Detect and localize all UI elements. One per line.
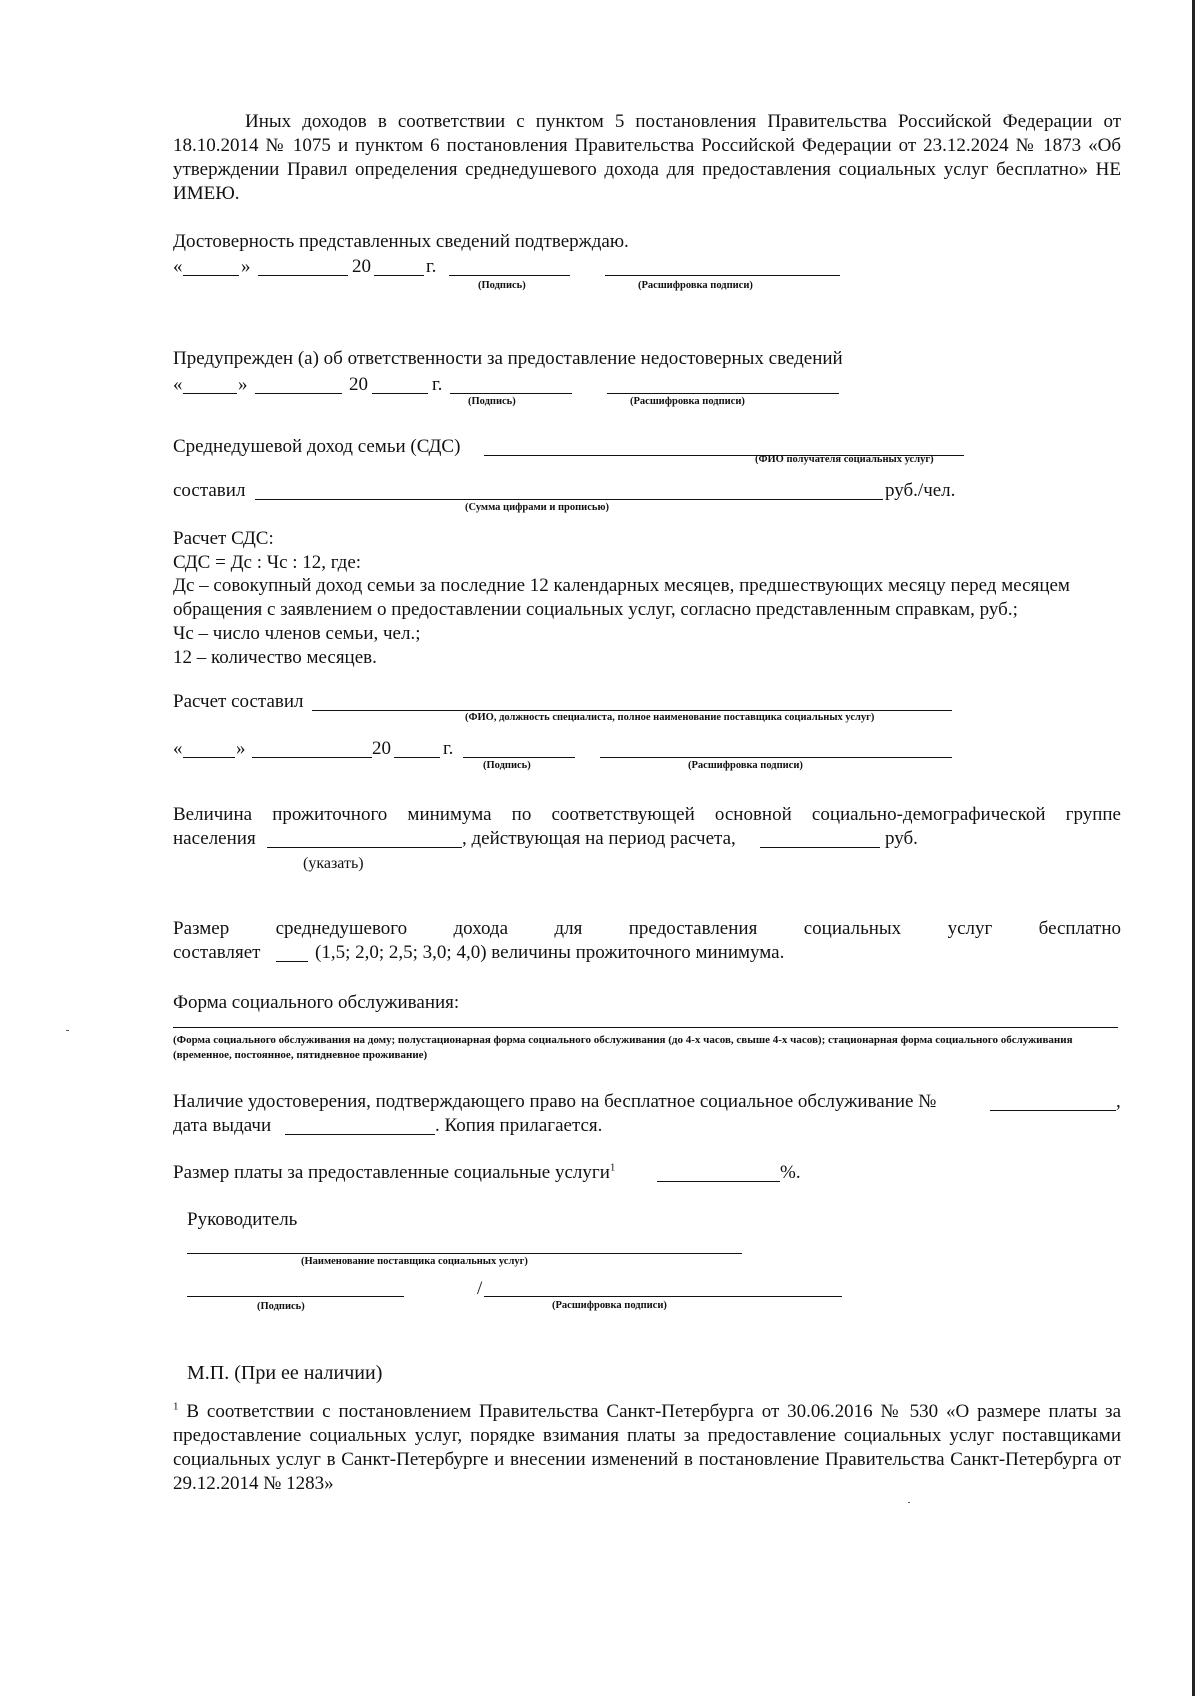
- calc-chs-definition: Чс – число членов семьи, чел.;: [173, 623, 421, 644]
- head-label: Руководитель: [187, 1209, 298, 1230]
- head-signature-field[interactable]: [187, 1296, 404, 1297]
- certificate-line2-a: дата выдачи: [173, 1115, 272, 1136]
- warned-year-suffix: г.: [432, 374, 443, 395]
- minimum-amount-field[interactable]: [760, 847, 880, 848]
- intro-paragraph: Иных доходов в соответствии с пунктом 5 постановления Правительства Российской Федерации от 18.10.2014 № 1075 и пунктом 6 постановления Правительства Российской Федерации от 23.12.2024 № 1873 «Об утверждении Правил определения среднедушевого дохода для предоставления социальных услуг бесплатно» НЕ ИМЕЮ.: [173, 111, 1121, 204]
- confirm-year-field[interactable]: [374, 275, 424, 276]
- warned-cap-signature: (Подпись): [468, 396, 516, 407]
- head-slash: /: [477, 1278, 483, 1299]
- warned-quote-close: »: [238, 374, 248, 395]
- warned-decode-field[interactable]: [607, 393, 839, 394]
- income-cap-sum: (Сумма цифрами и прописью): [465, 502, 609, 513]
- form-label: Форма социального обслуживания:: [173, 992, 460, 1013]
- warned-day-field[interactable]: [183, 393, 237, 394]
- scan-speck: [908, 1502, 910, 1503]
- confirm-day-field[interactable]: [183, 275, 239, 276]
- certificate-line2-b: . Копия прилагается.: [435, 1115, 603, 1136]
- fee-footnote-mark: 1: [609, 1161, 616, 1174]
- certificate-line1: Наличие удостоверения, подтверждающего право на бесплатное социальное обслуживание №: [173, 1091, 937, 1112]
- confirm-cap-decode: (Расшифровка подписи): [638, 280, 753, 291]
- income-amount-label: составил: [173, 480, 246, 501]
- calc-ds-definition: Дс – совокупный доход семьи за последние 12 календарных месяцев, предшествующих месяцу перед месяцем обращения с заявлением о предоставлении социальных услуг, согласно представленным справкам, руб.;: [173, 575, 1070, 620]
- warned-quote-open: «: [173, 374, 183, 395]
- head-provider-field[interactable]: [187, 1253, 742, 1254]
- calc-months-definition: 12 – количество месяцев.: [173, 647, 377, 668]
- form-field[interactable]: [173, 1027, 1118, 1028]
- warned-month-field[interactable]: [255, 393, 342, 394]
- form-caption: (Форма социального обслуживания на дому; полустационарная форма социального обслуживания (до 4-х часов, свыше 4-х часов); стационарная форма социального обслуживания (временное, постоянное, пятидневное проживание): [173, 1034, 1073, 1061]
- calc-by-year-prefix: 20: [372, 738, 391, 759]
- confirm-quote-close: »: [241, 256, 251, 277]
- calc-by-decode-field[interactable]: [600, 757, 952, 758]
- confirm-cap-signature: (Подпись): [478, 280, 526, 291]
- size-line1: Размер среднедушевого дохода для предоставления социальных услуг бесплатно: [173, 918, 1121, 939]
- footnote-mark: 1: [173, 1400, 179, 1413]
- calc-by-cap: (ФИО, должность специалиста, полное наименование поставщика социальных услуг): [465, 712, 875, 723]
- warned-cap-decode: (Расшифровка подписи): [630, 396, 745, 407]
- size-line2-a: составляет: [173, 942, 261, 963]
- size-line2-b: (1,5; 2,0; 2,5; 3,0; 4,0) величины прожиточного минимума.: [315, 942, 785, 963]
- certificate-line1-end: ,: [1116, 1091, 1121, 1112]
- fee-percent: %.: [780, 1162, 801, 1183]
- calc-by-quote-close: »: [236, 738, 246, 759]
- calc-by-cap-decode: (Расшифровка подписи): [688, 760, 803, 771]
- calc-by-month-field[interactable]: [252, 757, 372, 758]
- head-cap-provider: (Наименование поставщика социальных услуг): [301, 1256, 528, 1267]
- confirm-decode-field[interactable]: [605, 275, 840, 276]
- calc-by-quote-open: «: [173, 738, 183, 759]
- calc-by-cap-signature: (Подпись): [483, 760, 531, 771]
- stamp-label: М.П. (При ее наличии): [187, 1362, 383, 1384]
- head-cap-signature: (Подпись): [257, 1301, 305, 1312]
- minimum-line2-c: руб.: [885, 828, 918, 849]
- head-decode-field[interactable]: [484, 1296, 842, 1297]
- calc-by-signature-field[interactable]: [463, 757, 575, 758]
- certificate-number-field[interactable]: [990, 1110, 1116, 1111]
- minimum-line2-b: , действующая на период расчета,: [462, 828, 736, 849]
- calc-by-year-field[interactable]: [394, 757, 440, 758]
- minimum-line1: Величина прожиточного минимума по соответствующей основной социально-демографической группе: [173, 804, 1121, 825]
- warned-year-prefix: 20: [349, 374, 368, 395]
- certificate-date-field[interactable]: [285, 1134, 435, 1135]
- scan-speck: [66, 1030, 69, 1031]
- fee-label-text: Размер платы за предоставленные социальные услуги: [173, 1162, 610, 1183]
- warned-label: Предупрежден (а) об ответственности за предоставление недостоверных сведений: [173, 348, 843, 369]
- minimum-cap: (указать): [303, 855, 364, 872]
- income-cap-fio: (ФИО получателя социальных услуг): [755, 454, 934, 465]
- calc-by-label: Расчет составил: [173, 691, 304, 712]
- confirm-quote-open: «: [173, 256, 183, 277]
- income-amount-field[interactable]: [255, 499, 883, 500]
- minimum-line2-a: населения: [173, 828, 256, 849]
- confirm-month-field[interactable]: [258, 275, 348, 276]
- head-cap-decode: (Расшифровка подписи): [552, 1300, 667, 1311]
- calc-title: Расчет СДС:: [173, 528, 274, 549]
- confirm-year-suffix: г.: [426, 256, 437, 277]
- confirm-label: Достоверность представленных сведений подтверждаю.: [173, 231, 629, 252]
- footnote: [173, 1400, 1121, 1496]
- footnote-text: В соответствии с постановлением Правительства Санкт-Петербурга от 30.06.2016 № 530 «О размере платы за предоставление социальных услуг, порядке взимания платы за предоставление социальных услуг поставщиками социальных услуг в Санкт-Петербурге и внесении изменений в постановление Правительства Санкт-Петербурга от 29.12.2014 № 1283»: [173, 1401, 1121, 1494]
- income-unit: руб./чел.: [885, 480, 956, 501]
- scan-edge: [1192, 0, 1195, 1696]
- warned-year-field[interactable]: [372, 393, 428, 394]
- fee-label: [173, 1161, 615, 1185]
- income-label: Среднедушевой доход семьи (СДС): [173, 436, 461, 457]
- minimum-group-field[interactable]: [267, 847, 462, 848]
- calc-formula: СДС = Дс : Чс : 12, где:: [173, 552, 362, 573]
- calc-by-year-suffix: г.: [443, 738, 454, 759]
- calc-by-day-field[interactable]: [183, 757, 235, 758]
- fee-percent-field[interactable]: [657, 1181, 780, 1182]
- confirm-year-prefix: 20: [352, 256, 371, 277]
- size-multiplier-field[interactable]: [276, 961, 308, 962]
- warned-signature-field[interactable]: [450, 393, 572, 394]
- calc-by-fio-field[interactable]: [312, 710, 952, 711]
- confirm-signature-field[interactable]: [449, 275, 570, 276]
